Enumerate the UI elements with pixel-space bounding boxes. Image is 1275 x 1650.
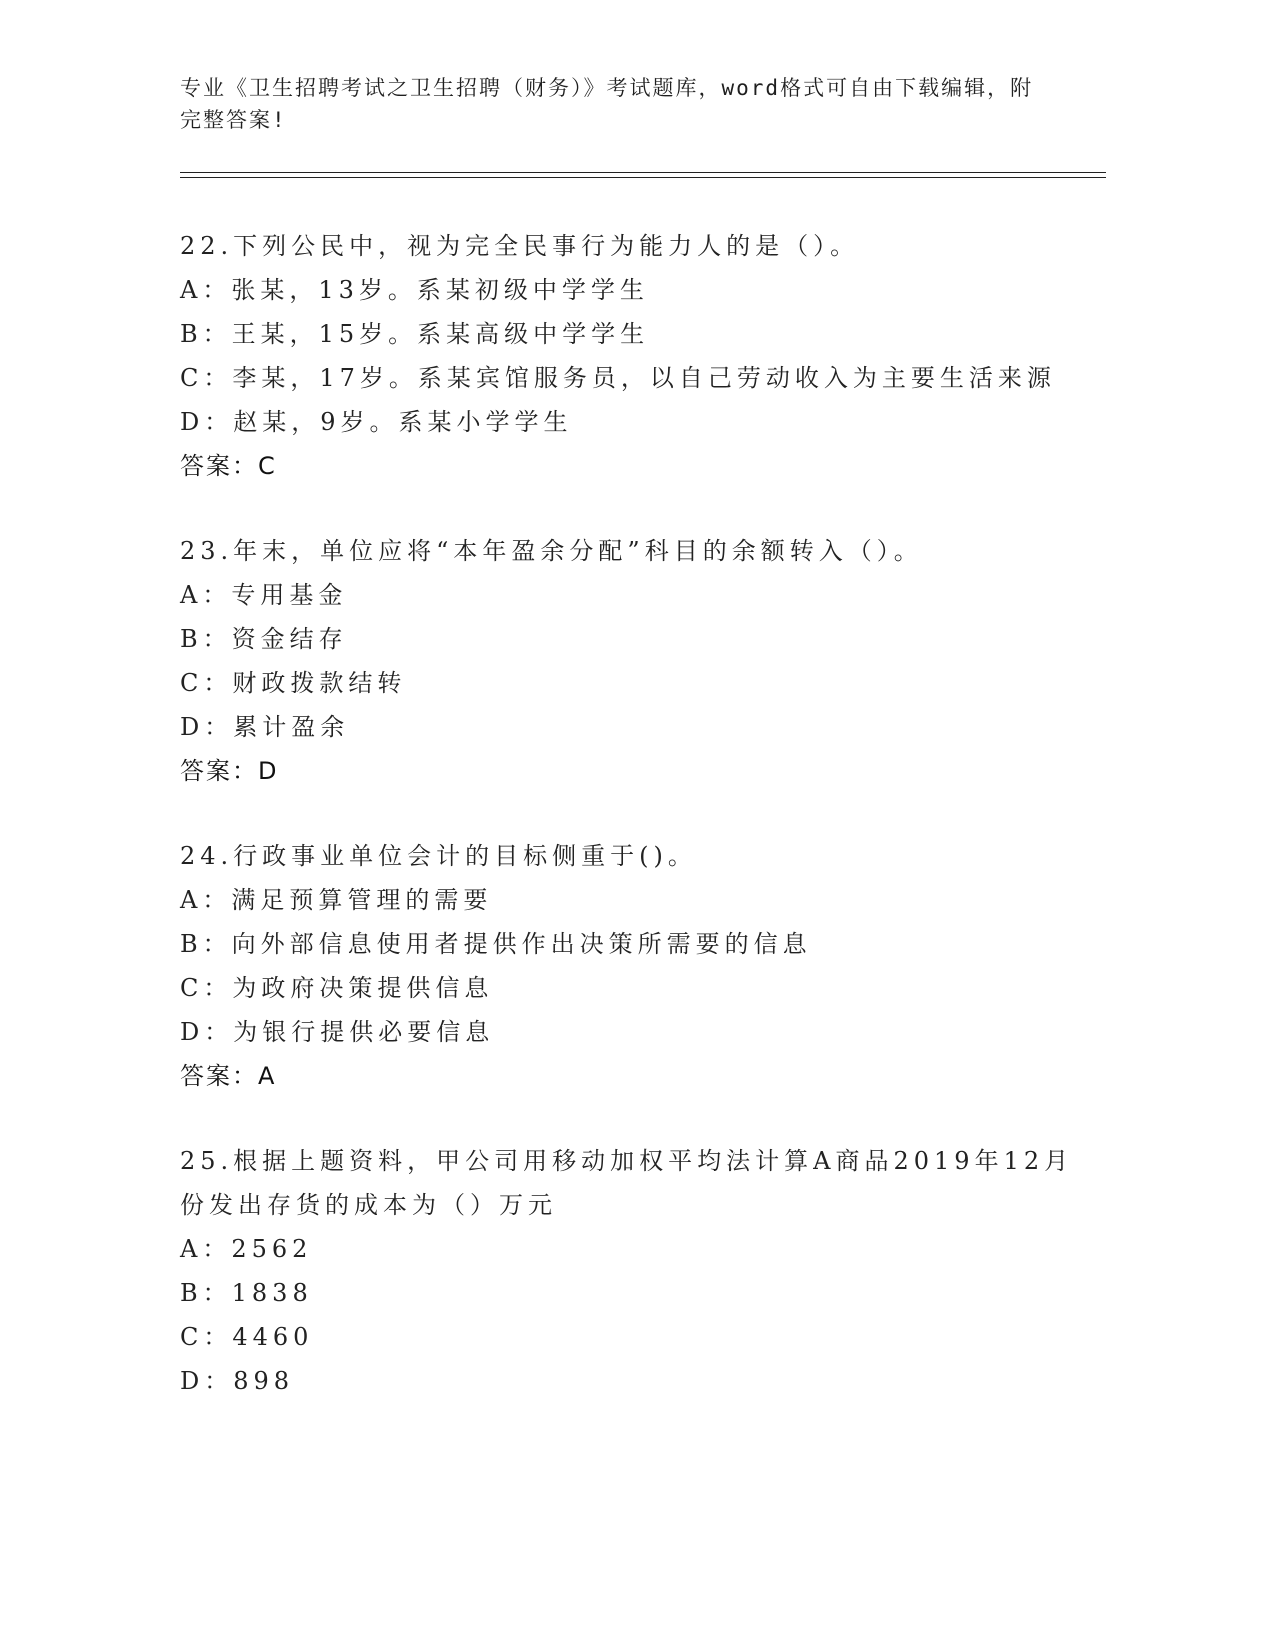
option-d: D：为银行提供必要信息 <box>180 1018 495 1046</box>
header-divider-top <box>180 172 1106 173</box>
option-a: A：2562 <box>180 1235 313 1263</box>
option-c: C：财政拨款结转 <box>180 669 407 697</box>
question-stem: 22.下列公民中，视为完全民事行为能力人的是（）。 <box>180 232 860 260</box>
answer-line: 答案：A <box>180 1062 277 1090</box>
option-a: A：专用基金 <box>180 581 348 609</box>
question-23 <box>180 529 1080 793</box>
option-d: D：赵某，9岁。系某小学学生 <box>180 408 573 436</box>
option-b: B：1838 <box>180 1279 313 1307</box>
option-d: D：累计盈余 <box>180 713 350 741</box>
question-stem-line-2: 份发出存货的成本为（）万元 <box>180 1191 557 1219</box>
question-stem: 24.行政事业单位会计的目标侧重于()。 <box>180 842 697 870</box>
answer-line: 答案：C <box>180 452 277 480</box>
question-25 <box>180 1139 1080 1403</box>
document-header: 专业《卫生招聘考试之卫生招聘（财务）》考试题库，word格式可自由下载编辑，附完整答案! <box>180 76 1034 132</box>
question-stem: 23.年末，单位应将“本年盈余分配”科目的余额转入（）。 <box>180 537 923 565</box>
question-22 <box>180 224 1080 488</box>
option-c: C：4460 <box>180 1323 314 1351</box>
question-stem-line-1: 25.根据上题资料，甲公司用移动加权平均法计算A商品2019年12月 <box>180 1147 1074 1175</box>
option-b: B：资金结存 <box>180 625 348 653</box>
question-24 <box>180 834 1080 1098</box>
header-divider-bottom <box>180 177 1106 178</box>
option-b: B：王某，15岁。系某高级中学学生 <box>180 320 650 348</box>
option-c: C：为政府决策提供信息 <box>180 974 494 1002</box>
option-a: A：满足预算管理的需要 <box>180 886 493 914</box>
answer-line: 答案：D <box>180 757 279 785</box>
option-a: A：张某，13岁。系某初级中学学生 <box>180 276 649 304</box>
option-d: D：898 <box>180 1367 295 1395</box>
option-c: C：李某，17岁。系某宾馆服务员，以自己劳动收入为主要生活来源 <box>180 364 1056 392</box>
option-b: B：向外部信息使用者提供作出决策所需要的信息 <box>180 930 812 958</box>
